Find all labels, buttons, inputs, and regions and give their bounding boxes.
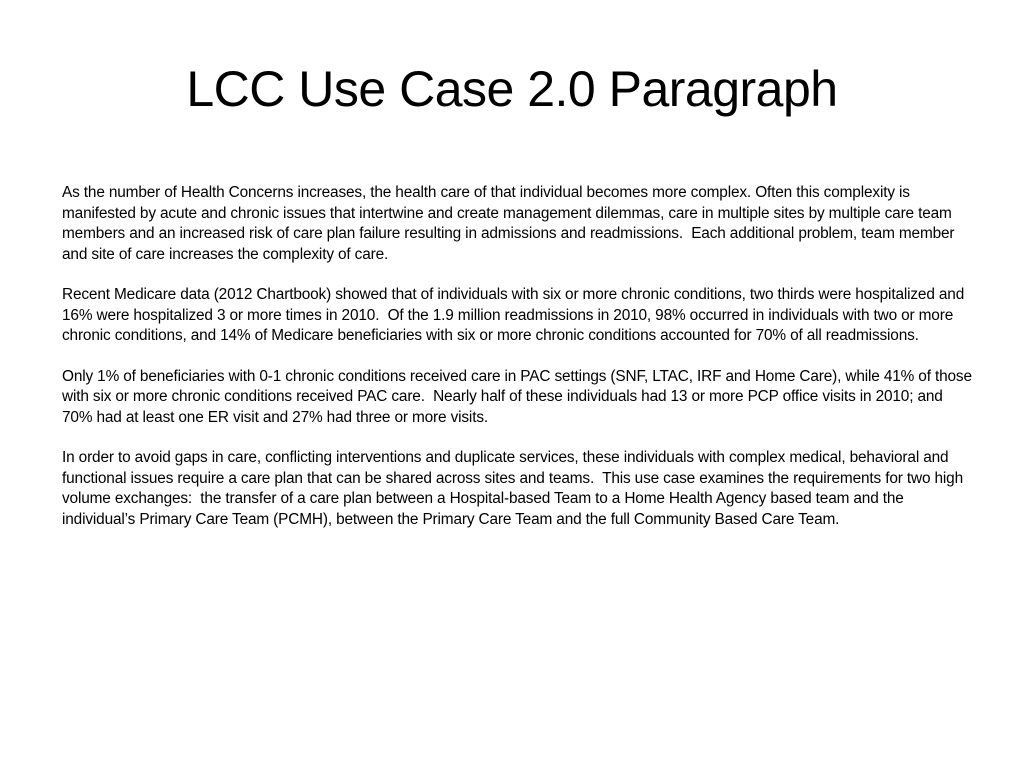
slide-body [62,183,977,550]
slide-title: LCC Use Case 2.0 Paragraph [186,61,838,117]
paragraph-medicare-data: Recent Medicare data (2012 Chartbook) showed that of individuals with six or more chronic conditions, two thirds were hospitalized and 16% were hospitalized 3 or more times in 2010. Of the 1.9 million readmissions in 2010, 98% occurred in individuals with two or more chronic conditions, and 14% of Medicare beneficiaries with six or more chronic conditions accounted for 70% of all readmissions. [62,286,969,344]
paragraph-care-plan-exchange: In order to avoid gaps in care, conflicting interventions and duplicate services, these individuals with complex medical, behavioral and functional issues require a care plan that can be shared across sites and teams. This use case examines the requirements for two high volume exchanges: the transfer of a care plan between a Hospital-based Team to a Home Health Agency based team and the individual’s Primary Care Team (PCMH), between the Primary Care Team and the full Community Based Care Team. [62,449,968,528]
paragraph-pac-settings: Only 1% of beneficiaries with 0-1 chronic conditions received care in PAC settings (SNF, LTAC, IRF and Home Care), while 41% of those with six or more chronic conditions received PAC care. Nearly half of these individuals had 13 or more PCP office visits in 2010; and 70% had at least one ER visit and 27% had three or more visits. [62,367,977,426]
paragraph-health-concerns: As the number of Health Concerns increases, the health care of that individual becomes more complex. Often this complexity is manifested by acute and chronic issues that intertwine and create management dilemmas, care in multiple sites by multiple care team members and an increased risk of care plan failure resulting in admissions and readmissions. Each additional problem, team member and site of care increases the complexity of care. [62,184,959,263]
